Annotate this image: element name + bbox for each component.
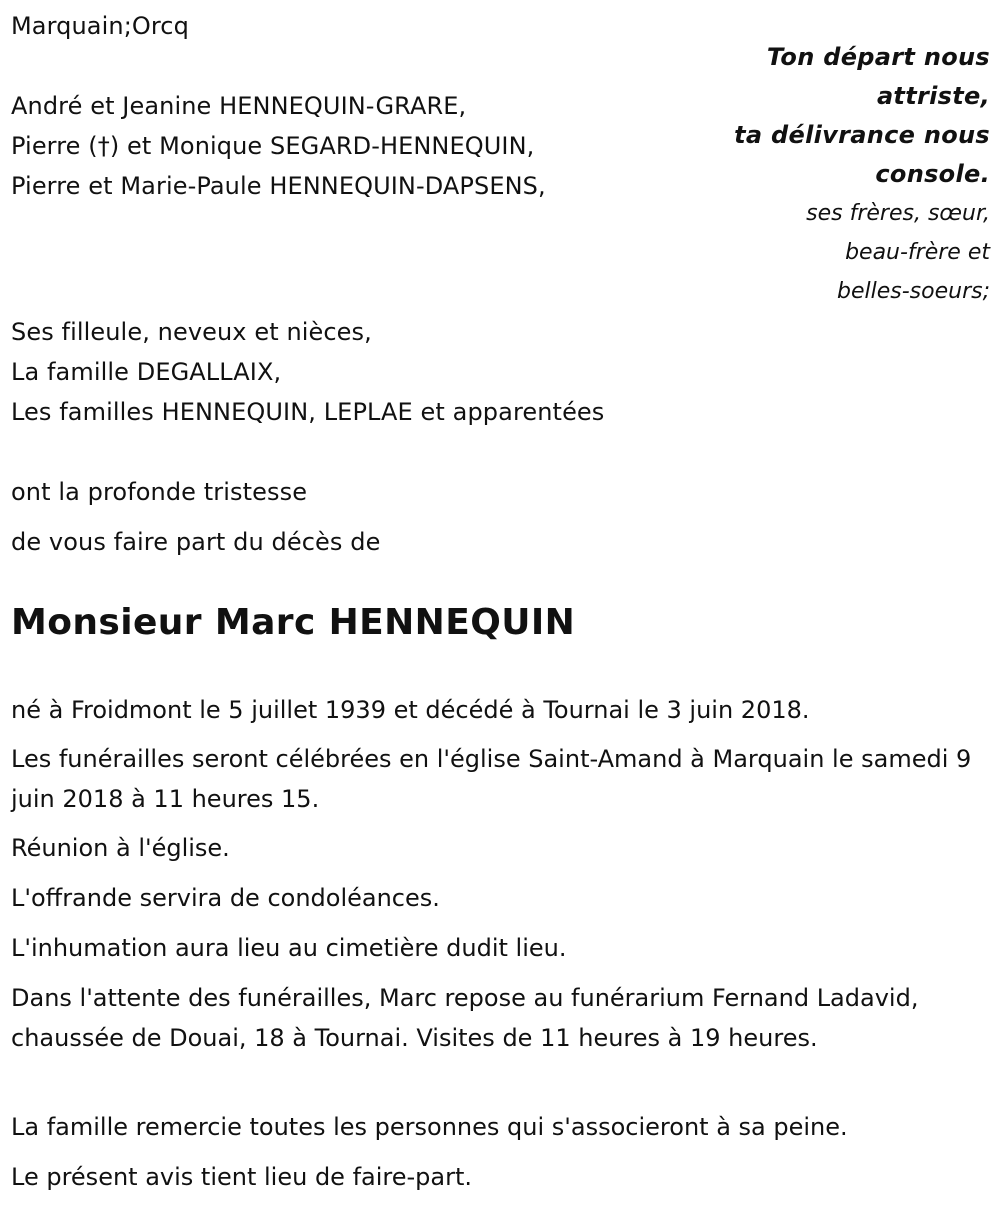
family-member-line: André et Jeanine HENNEQUIN-GRARE, xyxy=(11,92,467,120)
location-line: Marquain;Orcq xyxy=(11,12,189,40)
relatives-line: La famille DEGALLAIX, xyxy=(11,358,282,386)
epitaph-bold-line: console. xyxy=(875,160,990,188)
epitaph-bold-line: attriste, xyxy=(876,82,990,110)
burial-paragraph: L'inhumation aura lieu au cimetière dudit lieu. xyxy=(11,934,567,962)
funerarium-paragraph: Dans l'attente des funérailles, Marc repose au funérarium Fernand Ladavid, chaussée de Douai, 18 à Tournai. Visites de 11 heures à 19 heures. xyxy=(11,984,919,1052)
epitaph-bold-line: Ton départ nous xyxy=(766,43,990,71)
relatives-line: Les familles HENNEQUIN, LEPLAE et apparentées xyxy=(11,398,605,426)
announcement-line: ont la profonde tristesse xyxy=(11,478,308,506)
birth-death-paragraph: né à Froidmont le 5 juillet 1939 et décédé à Tournai le 3 juin 2018. xyxy=(11,696,810,724)
thanks-paragraph: La famille remercie toutes les personnes qui s'associeront à sa peine. xyxy=(11,1113,848,1141)
epitaph-bold-line: ta délivrance nous xyxy=(734,121,990,149)
epitaph-signature-line: beau-frère et xyxy=(845,240,990,265)
funeral-paragraph: Les funérailles seront célébrées en l'église Saint-Amand à Marquain le samedi 9 juin 2018 à 11 heures 15. xyxy=(11,745,972,813)
deceased-name: Monsieur Marc HENNEQUIN xyxy=(11,602,576,643)
family-member-line: Pierre (†) et Monique SEGARD-HENNEQUIN, xyxy=(11,132,535,160)
epitaph-quote xyxy=(690,38,990,311)
meeting-paragraph: Réunion à l'église. xyxy=(11,834,230,862)
epitaph-signature-line: belles-soeurs; xyxy=(837,279,990,304)
relatives-line: Ses filleule, neveux et nièces, xyxy=(11,318,372,346)
epitaph-signature-line: ses frères, sœur, xyxy=(806,201,990,226)
offering-paragraph: L'offrande servira de condoléances. xyxy=(11,884,440,912)
announcement-line: de vous faire part du décès de xyxy=(11,528,381,556)
family-member-line: Pierre et Marie-Paule HENNEQUIN-DAPSENS, xyxy=(11,172,546,200)
notice-paragraph: Le présent avis tient lieu de faire-part. xyxy=(11,1163,473,1191)
